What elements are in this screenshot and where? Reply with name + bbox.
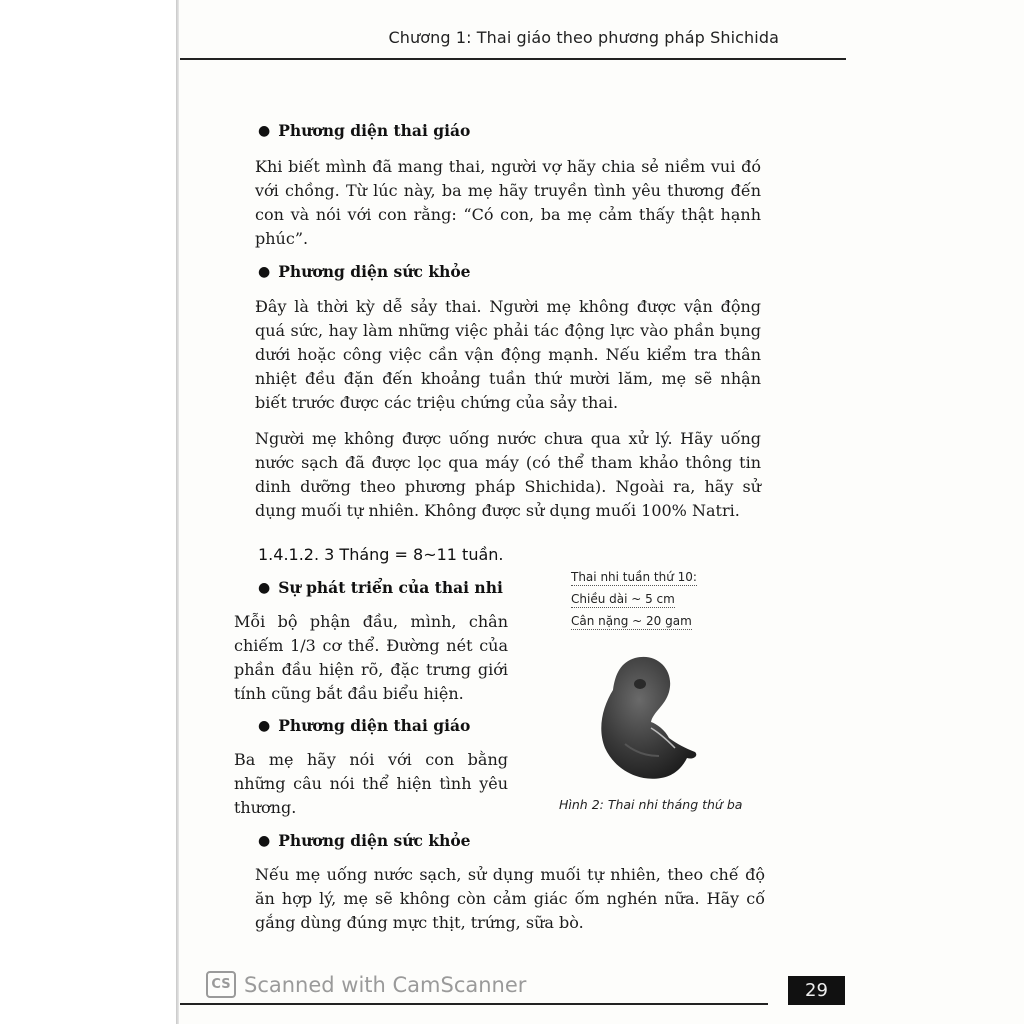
paragraph-suc-khoe-1a: Đây là thời kỳ dễ sảy thai. Người mẹ không được vận động quá sức, hay làm những việc phải tác động lực vào phần bụng dưới hoặc công việc cần vận động mạnh. Nếu kiểm tra thân nhiệt đều đặn đến khoảng tuần thứ mười lăm, mẹ sẽ nhận biết trước được các triệu chứng của sảy thai.	[255, 297, 761, 412]
running-header: Chương 1: Thai giáo theo phương pháp Shichida	[388, 28, 779, 47]
bullet-icon: ●	[258, 579, 271, 596]
figure-info-length: Chiều dài ~ 5 cm	[571, 592, 675, 606]
page-gutter	[0, 0, 178, 1024]
heading-thai-giao-1: ● Phương diện thai giáo	[258, 121, 471, 140]
figure-info-weight: Cân nặng ~ 20 gam	[571, 614, 692, 628]
paragraph-suc-khoe-1b: Người mẹ không được uống nước chưa qua xử lý. Hãy uống nước sạch đã được lọc qua máy (có thể tham khảo thông tin dinh dưỡng theo phương pháp Shichida). Ngoài ra, hãy sử dụng muối tự nhiên. Không được sử dụng muối 100% Natri.	[255, 429, 761, 520]
camscanner-watermark	[206, 971, 526, 998]
paragraph-thai-giao-1: Khi biết mình đã mang thai, người vợ hãy chia sẻ niềm vui đó với chồng. Từ lúc này, ba mẹ hãy truyền tình yêu thương đến con và nói với con rằng: “Có con, ba mẹ cảm thấy thật hạnh phúc”.	[255, 157, 761, 248]
bullet-icon: ●	[258, 717, 271, 734]
bullet-icon: ●	[258, 263, 271, 280]
heading-suc-khoe-2: ● Phương diện sức khỏe	[258, 831, 471, 850]
paragraph-thai-giao-2: Ba mẹ hãy nói với con bằng những câu nói thể hiện tình yêu thương.	[234, 750, 508, 817]
page-spine-shadow	[176, 0, 179, 1024]
figure-info-week: Thai nhi tuần thứ 10:	[571, 570, 697, 584]
subsection-title: 1.4.1.2. 3 Tháng = 8~11 tuần.	[258, 545, 504, 564]
footer-rule	[180, 1003, 768, 1005]
page-number: 29	[788, 976, 845, 1005]
camscanner-logo-icon: CS	[206, 971, 236, 998]
heading-thai-giao-2: ● Phương diện thai giáo	[258, 716, 471, 735]
figure-caption: Hình 2: Thai nhi tháng thứ ba	[559, 797, 743, 812]
paragraph-phat-trien: Mỗi bộ phận đầu, mình, chân chiếm 1/3 cơ thể. Đường nét của phần đầu hiện rõ, đặc trưng giới tính cũng bắt đầu biểu hiện.	[234, 612, 508, 703]
bullet-icon: ●	[258, 832, 271, 849]
fetus-illustration	[595, 652, 705, 782]
header-rule	[180, 58, 846, 60]
watermark-text: Scanned with CamScanner	[244, 972, 527, 997]
heading-suc-khoe-1: ● Phương diện sức khỏe	[258, 262, 471, 281]
paragraph-suc-khoe-2: Nếu mẹ uống nước sạch, sử dụng muối tự nhiên, theo chế độ ăn hợp lý, mẹ sẽ không còn cảm giác ốm nghén nữa. Hãy cố gắng dùng đúng mực thịt, trứng, sữa bò.	[255, 865, 765, 932]
heading-phat-trien: ● Sự phát triển của thai nhi	[258, 578, 503, 597]
bullet-icon: ●	[258, 122, 271, 139]
